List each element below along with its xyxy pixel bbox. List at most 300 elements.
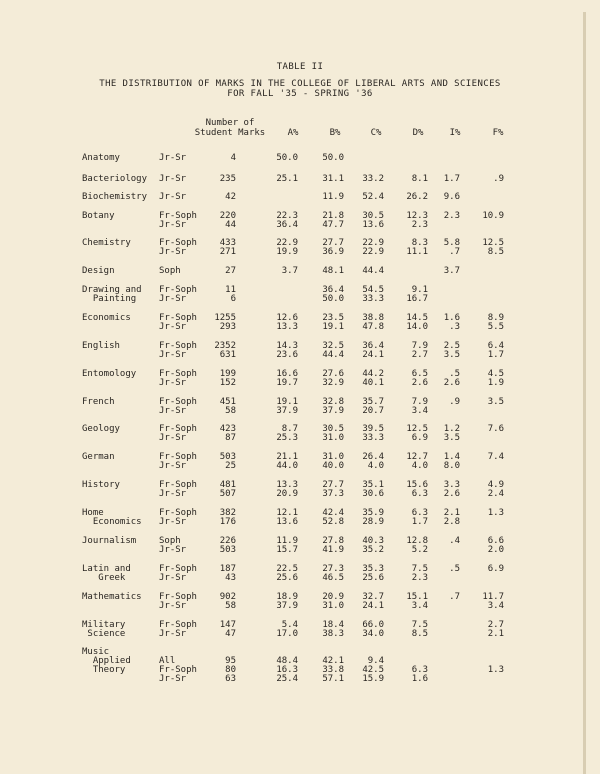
cell-b: 31.0: [322, 601, 344, 611]
cell-a: 36.4: [276, 220, 298, 230]
cell-c: 25.6: [362, 573, 384, 583]
cell-f: 6.6: [487, 536, 504, 546]
cell-subject: Journalism: [82, 536, 137, 546]
cell-a: 16.6: [276, 369, 298, 379]
cell-b: 20.9: [322, 592, 344, 602]
cell-d: 15.6: [406, 480, 428, 490]
cell-i: 3.5: [443, 350, 460, 360]
cell-n: 2352: [214, 341, 236, 351]
cell-b: 30.5: [322, 424, 344, 434]
cell-c: 39.5: [362, 424, 384, 434]
cell-n: 87: [225, 433, 236, 443]
cell-d: 2.7: [411, 350, 428, 360]
cell-d: 2.3: [411, 220, 428, 230]
cell-subject: Botany: [82, 211, 115, 221]
cell-n: 503: [219, 545, 236, 555]
cell-a: 19.9: [276, 247, 298, 257]
cell-level: Jr-Sr: [159, 433, 187, 443]
cell-a: 16.3: [276, 665, 298, 675]
cell-d: 2.3: [411, 573, 428, 583]
cell-b: 11.9: [322, 192, 344, 202]
cell-i: 1.6: [443, 313, 460, 323]
cell-level: Jr-Sr: [159, 294, 187, 304]
cell-d: 14.5: [406, 313, 428, 323]
cell-a: 37.9: [276, 406, 298, 416]
cell-subject: Science: [82, 629, 126, 639]
cell-level: Jr-Sr: [159, 629, 187, 639]
cell-c: 15.9: [362, 674, 384, 684]
cell-a: 13.3: [276, 480, 298, 490]
cell-c: 22.9: [362, 247, 384, 257]
cell-a: 19.1: [276, 397, 298, 407]
cell-a: 15.7: [276, 545, 298, 555]
cell-level: Jr-Sr: [159, 174, 187, 184]
cell-subject: Applied: [82, 656, 131, 666]
cell-b: 32.5: [322, 341, 344, 351]
cell-c: 35.2: [362, 545, 384, 555]
cell-c: 40.1: [362, 378, 384, 388]
cell-d: 8.3: [411, 238, 428, 248]
cell-i: 5.8: [443, 238, 460, 248]
cell-n: 58: [225, 406, 236, 416]
cell-c: 47.8: [362, 322, 384, 332]
cell-subject: Latin and: [82, 564, 131, 574]
cell-d: 2.6: [411, 378, 428, 388]
cell-i: 3.5: [443, 433, 460, 443]
cell-d: 7.9: [411, 341, 428, 351]
cell-f: 1.9: [487, 378, 504, 388]
cell-a: 22.3: [276, 211, 298, 221]
cell-n: 147: [219, 620, 236, 630]
cell-subject: Bacteriology: [82, 174, 148, 184]
cell-a: 22.5: [276, 564, 298, 574]
cell-d: 6.9: [411, 433, 428, 443]
cell-n: 902: [219, 592, 236, 602]
cell-c: 32.7: [362, 592, 384, 602]
cell-c: 35.7: [362, 397, 384, 407]
cell-a: 19.7: [276, 378, 298, 388]
cell-level: Jr-Sr: [159, 192, 187, 202]
table-title-line1: THE DISTRIBUTION OF MARKS IN THE COLLEGE OF LIBERAL ARTS AND SCIENCES: [99, 79, 501, 89]
cell-d: 4.0: [411, 461, 428, 471]
cell-d: 6.3: [411, 489, 428, 499]
cell-d: 7.5: [411, 564, 428, 574]
cell-b: 42.4: [322, 508, 344, 518]
cell-n: 481: [219, 480, 236, 490]
cell-b: 36.4: [322, 285, 344, 295]
cell-b: 40.0: [322, 461, 344, 471]
cell-d: 8.1: [411, 174, 428, 184]
cell-b: 52.8: [322, 517, 344, 527]
header-i-percent: I%: [449, 128, 461, 138]
cell-b: 27.7: [322, 480, 344, 490]
cell-c: 9.4: [367, 656, 384, 666]
cell-a: 25.1: [276, 174, 298, 184]
cell-subject: English: [82, 341, 120, 351]
cell-f: 2.4: [487, 489, 504, 499]
cell-c: 30.5: [362, 211, 384, 221]
cell-d: 15.1: [406, 592, 428, 602]
cell-d: 14.0: [406, 322, 428, 332]
cell-c: 54.5: [362, 285, 384, 295]
cell-i: 9.6: [443, 192, 460, 202]
cell-level: Jr-Sr: [159, 545, 187, 555]
cell-d: 7.9: [411, 397, 428, 407]
cell-n: 293: [219, 322, 236, 332]
cell-c: 40.3: [362, 536, 384, 546]
cell-d: 1.6: [411, 674, 428, 684]
cell-n: 42: [225, 192, 236, 202]
cell-level: Jr-Sr: [159, 573, 187, 583]
cell-d: 26.2: [406, 192, 428, 202]
cell-c: 34.0: [362, 629, 384, 639]
cell-i: 1.2: [443, 424, 460, 434]
cell-b: 38.3: [322, 629, 344, 639]
header-f-percent: F%: [492, 128, 504, 138]
cell-a: 12.6: [276, 313, 298, 323]
cell-level: Jr-Sr: [159, 322, 187, 332]
cell-c: 24.1: [362, 601, 384, 611]
cell-b: 36.9: [322, 247, 344, 257]
cell-a: 25.6: [276, 573, 298, 583]
cell-subject: Economics: [82, 313, 131, 323]
cell-a: 8.7: [281, 424, 298, 434]
cell-a: 13.6: [276, 517, 298, 527]
cell-c: 38.8: [362, 313, 384, 323]
page-edge-shadow: [583, 12, 586, 774]
cell-n: 58: [225, 601, 236, 611]
cell-subject: Mathematics: [82, 592, 142, 602]
cell-c: 13.6: [362, 220, 384, 230]
cell-a: 5.4: [281, 620, 298, 630]
cell-c: 44.4: [362, 266, 384, 276]
cell-i: .3: [449, 322, 460, 332]
table-label: TABLE II: [276, 62, 324, 72]
cell-n: 47: [225, 629, 236, 639]
header-b-percent: B%: [329, 128, 341, 138]
cell-a: 13.3: [276, 322, 298, 332]
cell-c: 35.1: [362, 480, 384, 490]
cell-b: 47.7: [322, 220, 344, 230]
cell-level: Jr-Sr: [159, 601, 187, 611]
cell-i: .9: [449, 397, 460, 407]
cell-f: 8.5: [487, 247, 504, 257]
cell-i: 8.0: [443, 461, 460, 471]
cell-d: 7.5: [411, 620, 428, 630]
cell-d: 16.7: [406, 294, 428, 304]
cell-b: 41.9: [322, 545, 344, 555]
cell-level: Jr-Sr: [159, 220, 187, 230]
cell-level: Jr-Sr: [159, 406, 187, 416]
cell-i: 2.6: [443, 378, 460, 388]
cell-a: 18.9: [276, 592, 298, 602]
cell-c: 20.7: [362, 406, 384, 416]
cell-c: 33.2: [362, 174, 384, 184]
cell-b: 57.1: [322, 674, 344, 684]
cell-b: 50.0: [322, 294, 344, 304]
cell-b: 46.5: [322, 573, 344, 583]
cell-b: 27.3: [322, 564, 344, 574]
header-d-percent: D%: [412, 128, 424, 138]
cell-n: 152: [219, 378, 236, 388]
cell-level: Fr-Soph: [159, 452, 197, 462]
cell-subject: Greek: [82, 573, 126, 583]
cell-n: 95: [225, 656, 236, 666]
cell-f: 7.4: [487, 452, 504, 462]
cell-i: 1.7: [443, 174, 460, 184]
header-number-line1: Number of: [205, 118, 255, 128]
cell-n: 235: [219, 174, 236, 184]
cell-level: Fr-Soph: [159, 313, 197, 323]
cell-subject: Design: [82, 266, 115, 276]
cell-c: 44.2: [362, 369, 384, 379]
cell-b: 44.4: [322, 350, 344, 360]
cell-i: .4: [449, 536, 460, 546]
cell-c: 26.4: [362, 452, 384, 462]
cell-a: 17.0: [276, 629, 298, 639]
cell-subject: Biochemistry: [82, 192, 148, 202]
cell-level: Jr-Sr: [159, 461, 187, 471]
cell-i: 1.4: [443, 452, 460, 462]
cell-subject: Entomology: [82, 369, 137, 379]
cell-a: 23.6: [276, 350, 298, 360]
cell-b: 18.4: [322, 620, 344, 630]
cell-c: 66.0: [362, 620, 384, 630]
cell-c: 28.9: [362, 517, 384, 527]
cell-f: 11.7: [482, 592, 504, 602]
cell-c: 24.1: [362, 350, 384, 360]
cell-n: 44: [225, 220, 236, 230]
cell-subject: French: [82, 397, 115, 407]
cell-i: 2.8: [443, 517, 460, 527]
cell-n: 63: [225, 674, 236, 684]
cell-subject: Anatomy: [82, 153, 120, 163]
cell-a: 12.1: [276, 508, 298, 518]
cell-n: 11: [225, 285, 236, 295]
cell-c: 42.5: [362, 665, 384, 675]
cell-f: 2.7: [487, 620, 504, 630]
cell-level: Fr-Soph: [159, 424, 197, 434]
cell-level: Soph: [159, 536, 181, 546]
cell-n: 382: [219, 508, 236, 518]
cell-f: 1.3: [487, 508, 504, 518]
cell-b: 19.1: [322, 322, 344, 332]
cell-f: 7.6: [487, 424, 504, 434]
cell-f: 5.5: [487, 322, 504, 332]
cell-a: 25.4: [276, 674, 298, 684]
cell-d: 8.5: [411, 629, 428, 639]
cell-b: 27.6: [322, 369, 344, 379]
cell-f: .9: [493, 174, 504, 184]
cell-d: 12.7: [406, 452, 428, 462]
cell-n: 271: [219, 247, 236, 257]
cell-subject: Music: [82, 647, 110, 657]
cell-b: 31.0: [322, 433, 344, 443]
cell-level: Jr-Sr: [159, 153, 187, 163]
cell-n: 433: [219, 238, 236, 248]
cell-d: 3.4: [411, 601, 428, 611]
cell-n: 176: [219, 517, 236, 527]
cell-a: 25.3: [276, 433, 298, 443]
cell-d: 12.3: [406, 211, 428, 221]
header-number-line2: Student Marks: [194, 128, 266, 138]
cell-level: Fr-Soph: [159, 480, 197, 490]
cell-subject: Economics: [82, 517, 142, 527]
cell-n: 27: [225, 266, 236, 276]
cell-d: 9.1: [411, 285, 428, 295]
cell-i: 2.5: [443, 341, 460, 351]
cell-b: 27.7: [322, 238, 344, 248]
cell-f: 6.9: [487, 564, 504, 574]
cell-level: All: [159, 656, 176, 666]
cell-level: Fr-Soph: [159, 397, 197, 407]
cell-n: 503: [219, 452, 236, 462]
cell-level: Fr-Soph: [159, 508, 197, 518]
cell-level: Fr-Soph: [159, 341, 197, 351]
cell-subject: Drawing and: [82, 285, 142, 295]
cell-level: Jr-Sr: [159, 517, 187, 527]
cell-n: 187: [219, 564, 236, 574]
cell-i: 3.3: [443, 480, 460, 490]
cell-a: 44.0: [276, 461, 298, 471]
cell-f: 2.0: [487, 545, 504, 555]
cell-subject: Chemistry: [82, 238, 131, 248]
cell-level: Fr-Soph: [159, 592, 197, 602]
cell-d: 1.7: [411, 517, 428, 527]
cell-i: .5: [449, 564, 460, 574]
cell-level: Fr-Soph: [159, 564, 197, 574]
cell-b: 31.1: [322, 174, 344, 184]
cell-d: 6.3: [411, 508, 428, 518]
cell-c: 52.4: [362, 192, 384, 202]
header-number: [190, 118, 270, 138]
cell-n: 631: [219, 350, 236, 360]
cell-n: 199: [219, 369, 236, 379]
cell-f: 4.5: [487, 369, 504, 379]
cell-d: 3.4: [411, 406, 428, 416]
cell-n: 226: [219, 536, 236, 546]
header-a-percent: A%: [287, 128, 299, 138]
cell-f: 2.1: [487, 629, 504, 639]
cell-n: 4: [230, 153, 236, 163]
cell-i: 2.6: [443, 489, 460, 499]
cell-i: 2.3: [443, 211, 460, 221]
cell-n: 423: [219, 424, 236, 434]
cell-d: 12.5: [406, 424, 428, 434]
cell-i: 2.1: [443, 508, 460, 518]
cell-subject: Theory: [82, 665, 126, 675]
cell-b: 32.8: [322, 397, 344, 407]
cell-i: .7: [449, 247, 460, 257]
cell-f: 8.9: [487, 313, 504, 323]
cell-b: 32.9: [322, 378, 344, 388]
cell-subject: Painting: [82, 294, 137, 304]
table-title-line2: FOR FALL '35 - SPRING '36: [227, 89, 373, 99]
cell-c: 35.9: [362, 508, 384, 518]
cell-f: 6.4: [487, 341, 504, 351]
cell-b: 23.5: [322, 313, 344, 323]
cell-c: 4.0: [367, 461, 384, 471]
cell-b: 42.1: [322, 656, 344, 666]
cell-level: Fr-Soph: [159, 238, 197, 248]
cell-i: .5: [449, 369, 460, 379]
cell-subject: Home: [82, 508, 104, 518]
cell-c: 33.3: [362, 294, 384, 304]
cell-subject: Geology: [82, 424, 120, 434]
cell-f: 12.5: [482, 238, 504, 248]
cell-level: Jr-Sr: [159, 674, 187, 684]
cell-subject: History: [82, 480, 120, 490]
cell-d: 5.2: [411, 545, 428, 555]
cell-f: 3.5: [487, 397, 504, 407]
cell-b: 37.3: [322, 489, 344, 499]
cell-a: 11.9: [276, 536, 298, 546]
cell-c: 36.4: [362, 341, 384, 351]
cell-b: 21.8: [322, 211, 344, 221]
cell-c: 22.9: [362, 238, 384, 248]
cell-a: 37.9: [276, 601, 298, 611]
cell-a: 20.9: [276, 489, 298, 499]
cell-f: 1.7: [487, 350, 504, 360]
cell-i: .7: [449, 592, 460, 602]
cell-a: 50.0: [276, 153, 298, 163]
cell-f: 4.9: [487, 480, 504, 490]
cell-d: 6.5: [411, 369, 428, 379]
cell-c: 30.6: [362, 489, 384, 499]
cell-n: 25: [225, 461, 236, 471]
cell-b: 50.0: [322, 153, 344, 163]
cell-subject: Military: [82, 620, 126, 630]
cell-subject: German: [82, 452, 115, 462]
cell-level: Jr-Sr: [159, 247, 187, 257]
cell-n: 451: [219, 397, 236, 407]
cell-b: 48.1: [322, 266, 344, 276]
cell-d: 11.1: [406, 247, 428, 257]
cell-b: 31.0: [322, 452, 344, 462]
cell-level: Jr-Sr: [159, 489, 187, 499]
cell-n: 507: [219, 489, 236, 499]
cell-c: 33.3: [362, 433, 384, 443]
cell-n: 43: [225, 573, 236, 583]
cell-b: 33.8: [322, 665, 344, 675]
cell-d: 6.3: [411, 665, 428, 675]
cell-level: Soph: [159, 266, 181, 276]
cell-a: 48.4: [276, 656, 298, 666]
cell-f: 1.3: [487, 665, 504, 675]
cell-n: 1255: [214, 313, 236, 323]
cell-a: 3.7: [281, 266, 298, 276]
cell-d: 12.8: [406, 536, 428, 546]
cell-level: Jr-Sr: [159, 378, 187, 388]
header-c-percent: C%: [370, 128, 382, 138]
cell-f: 3.4: [487, 601, 504, 611]
cell-a: 14.3: [276, 341, 298, 351]
cell-n: 6: [230, 294, 236, 304]
cell-n: 80: [225, 665, 236, 675]
cell-n: 220: [219, 211, 236, 221]
cell-level: Fr-Soph: [159, 620, 197, 630]
cell-level: Fr-Soph: [159, 211, 197, 221]
cell-level: Fr-Soph: [159, 369, 197, 379]
cell-f: 10.9: [482, 211, 504, 221]
cell-b: 37.9: [322, 406, 344, 416]
cell-a: 21.1: [276, 452, 298, 462]
cell-b: 27.8: [322, 536, 344, 546]
cell-level: Fr-Soph: [159, 665, 197, 675]
cell-a: 22.9: [276, 238, 298, 248]
cell-i: 3.7: [443, 266, 460, 276]
cell-level: Fr-Soph: [159, 285, 197, 295]
